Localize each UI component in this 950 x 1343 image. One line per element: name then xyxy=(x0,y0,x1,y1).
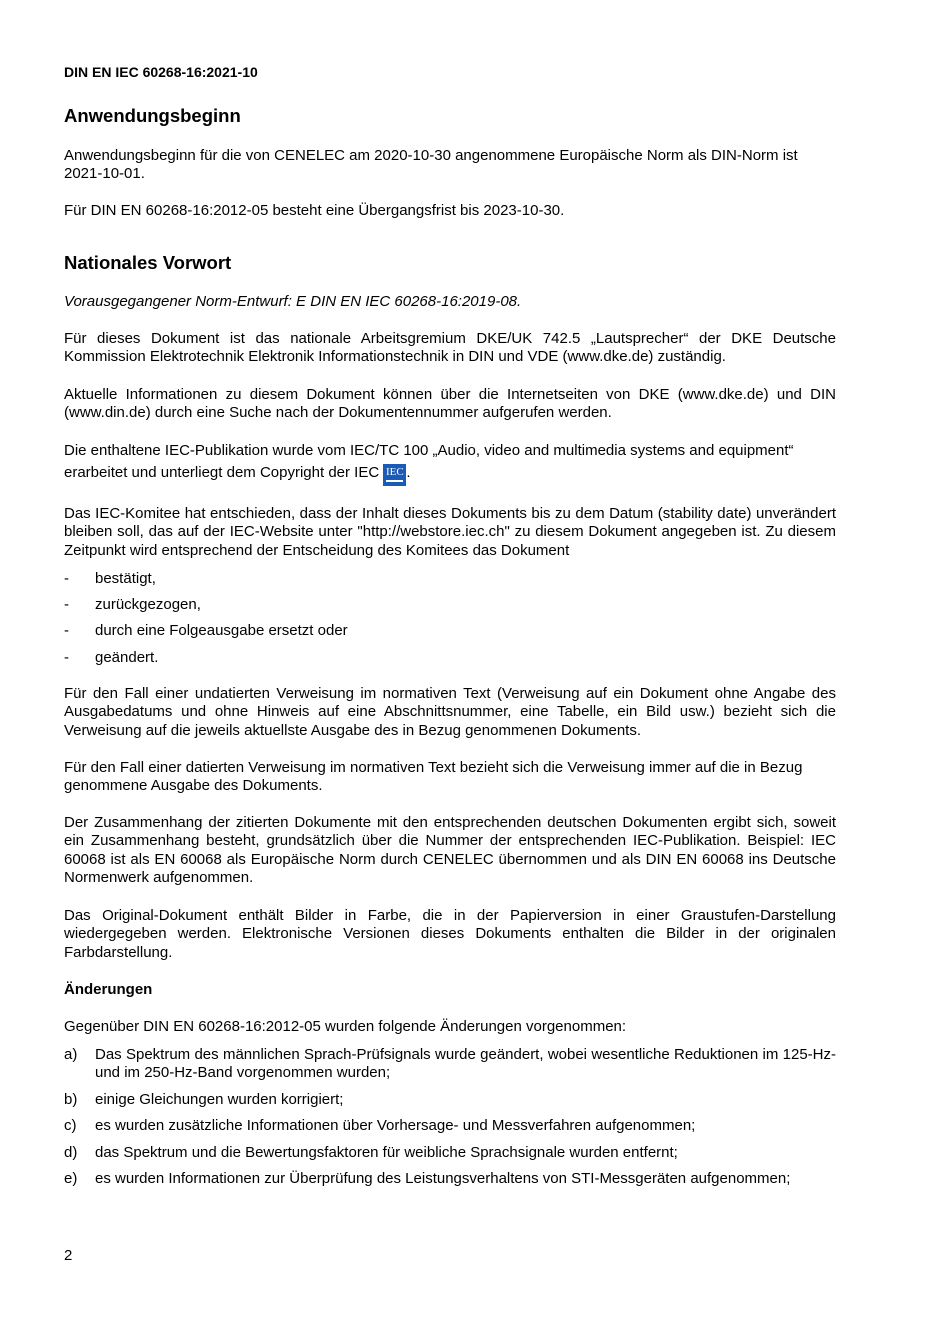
section-title-nationales-vorwort: Nationales Vorwort xyxy=(64,252,232,273)
list-marker: d) xyxy=(64,1144,78,1161)
paragraph-undated-reference: Für den Fall einer undatierten Verweisung im normativen Text (Verweisung auf ein Dokument ohne Angabe des Ausgabedatums und ohne Hinweis auf eine Abschnittsnummer, eine Tabelle, ein Bild usw.) bezieht sich die Verweisung auf die jeweils aktuellste Ausgabe des in Bezug genommenen Dokuments. xyxy=(64,685,836,739)
list-item xyxy=(64,1170,836,1188)
list-marker: - xyxy=(64,649,69,666)
paragraph-predecessor-draft: Vorausgegangener Norm-Entwurf: E DIN EN IEC 60268-16:2019-08. xyxy=(64,293,522,310)
paragraph-transition-period: Für DIN EN 60268-16:2012-05 besteht eine Übergangsfrist bis 2023-10-30. xyxy=(64,202,565,219)
paragraph-document-relation: Der Zusammenhang der zitierten Dokumente mit den entsprechenden deutschen Dokumenten ergibt sich, soweit ein Zusammenhang besteht, grundsätzlich über die Nummer der entsprechenden IEC-Publikation. Beispiel: IEC 60068 ist als EN 60068 als Europäische Norm durch CENELEC übernommen und als DIN EN 60068 ins Deutsche Normenwerk aufgenommen. xyxy=(64,814,836,886)
list-marker: - xyxy=(64,570,69,587)
list-item-text: es wurden Informationen zur Überprüfung des Leistungsverhaltens von STI-Messgeräten aufgenommen; xyxy=(95,1170,791,1187)
list-item-text: bestätigt, xyxy=(95,570,156,587)
section-title-anwendungsbeginn: Anwendungsbeginn xyxy=(64,105,241,126)
paragraph-dated-reference: Für den Fall einer datierten Verweisung im normativen Text bezieht sich die Verweisung immer auf die in Bezug genommene Ausgabe des Dokuments. xyxy=(64,759,803,795)
list-marker: b) xyxy=(64,1091,78,1108)
list-marker: - xyxy=(64,596,69,613)
list-marker: e) xyxy=(64,1170,78,1187)
paragraph-changes-intro: Gegenüber DIN EN 60268-16:2012-05 wurden folgende Änderungen vorgenommen: xyxy=(64,1018,627,1035)
list-item-text: zurückgezogen, xyxy=(95,596,201,613)
page-number: 2 xyxy=(64,1247,73,1264)
list-item xyxy=(64,596,836,614)
list-item xyxy=(64,1046,836,1083)
list-item-text: Das Spektrum des männlichen Sprach-Prüfsignals wurde geändert, wobei wesentliche Reduktionen im 125-Hz- und im 250-Hz-Band vorgenommen wurden; xyxy=(95,1046,836,1082)
iec-publication-line-2 xyxy=(64,464,836,486)
iec-publication-line-1: Die enthaltene IEC-Publikation wurde vom IEC/TC 100 „Audio, video and multimedia systems and equipment“ xyxy=(64,442,794,459)
iec-publication-line-2-text: erarbeitet und unterliegt dem Copyright der IEC xyxy=(64,464,380,482)
paragraph-iec-publication xyxy=(64,442,836,486)
paragraph-current-information: Aktuelle Informationen zu diesem Dokument können über die Internetseiten von DKE (www.dke.de) und DIN (www.din.de) durch eine Suche nach der Dokumentennummer aufgerufen werden. xyxy=(64,386,836,422)
list-marker: - xyxy=(64,622,69,639)
paragraph-color-images: Das Original-Dokument enthält Bilder in Farbe, die in der Papierversion in einer Graustufen-Darstellung wiedergegeben werden. Elektronische Versionen dieses Dokuments enthalten die Bilder in der originalen Farbdarstellung. xyxy=(64,907,836,961)
list-item xyxy=(64,1091,836,1109)
paragraph-application-date: Anwendungsbeginn für die von CENELEC am 2020-10-30 angenommene Europäische Norm als DIN-Norm ist 2021-10-01. xyxy=(64,147,798,183)
paragraph-responsible-committee: Für dieses Dokument ist das nationale Arbeitsgremium DKE/UK 742.5 „Lautsprecher“ der DKE Deutsche Kommission Elektrotechnik Elektronik Informationstechnik in DIN und VDE (www.dke.de) zuständig. xyxy=(64,330,836,366)
list-marker: c) xyxy=(64,1117,77,1134)
list-item-text: einige Gleichungen wurden korrigiert; xyxy=(95,1091,344,1108)
list-item-text: durch eine Folgeausgabe ersetzt oder xyxy=(95,622,348,639)
list-item-text: das Spektrum und die Bewertungsfaktoren für weibliche Sprachsignale wurden entfernt; xyxy=(95,1144,678,1161)
subsection-title-aenderungen: Änderungen xyxy=(64,981,153,998)
iec-publication-period: . xyxy=(406,464,411,482)
paragraph-stability-date: Das IEC-Komitee hat entschieden, dass der Inhalt dieses Dokuments bis zu dem Datum (stability date) unverändert bleiben soll, das auf der IEC-Website unter "http://webstore.iec.ch" zu diesem Dokument angegeben ist. Zu diesem Zeitpunkt wird entsprechend der Entscheidung des Komitees das Dokument xyxy=(64,505,836,559)
list-item xyxy=(64,1144,836,1162)
list-item xyxy=(64,649,836,667)
list-item-text: geändert. xyxy=(95,649,159,666)
iec-logo-icon: IEC xyxy=(383,464,406,486)
list-item xyxy=(64,570,836,588)
list-item-text: es wurden zusätzliche Informationen über Vorhersage- und Messverfahren aufgenommen; xyxy=(95,1117,696,1134)
list-marker: a) xyxy=(64,1046,78,1063)
list-item xyxy=(64,1117,836,1135)
document-id-header: DIN EN IEC 60268-16:2021-10 xyxy=(64,64,258,80)
list-item xyxy=(64,622,836,640)
